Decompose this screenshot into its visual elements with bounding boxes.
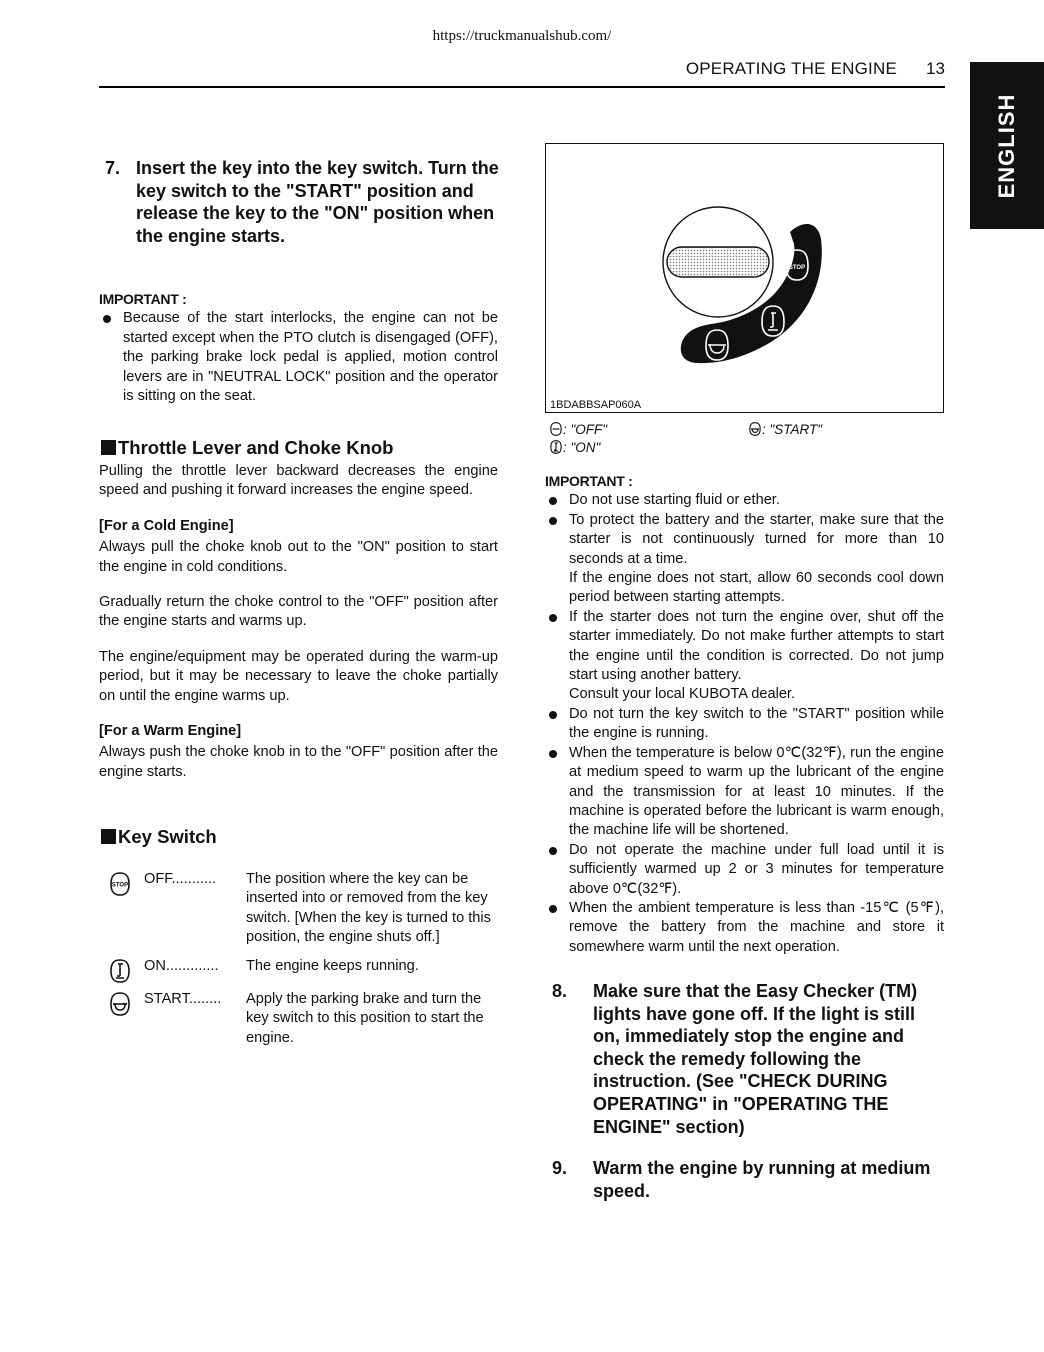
legend-start xyxy=(748,421,822,437)
legend-off-text: : "OFF" xyxy=(563,422,608,437)
important-right-item-5: When the temperature is below 0℃(32℉), run the engine at medium speed to warm up the lubricant of the engine and the transmission for at least 10 minutes. If the machine is operated before the lubricant is warm enough, the machine life will be shortened. xyxy=(545,744,944,841)
figure-stop-icon-label: STOP xyxy=(788,265,806,271)
legend-on-text: : "ON" xyxy=(563,440,601,455)
key-desc-on: The engine keeps running. xyxy=(246,958,419,974)
step-8 xyxy=(552,980,945,1138)
start-icon xyxy=(108,990,132,1018)
cold-engine-heading: [For a Cold Engine] xyxy=(99,517,234,534)
key-switch-heading-text: Key Switch xyxy=(118,826,217,847)
section-square-icon xyxy=(101,829,116,844)
step-8-text: Make sure that the Easy Checker (TM) lights have gone off. If the light is still on, immediately stop the engine and check the remedy following the instruction. (See "CHECK DURING OPERATING" in "OPERATING THE ENGINE" section) xyxy=(593,981,918,1137)
stop-icon-label: STOP xyxy=(111,882,129,889)
step-8-number: 8. xyxy=(552,981,568,1001)
important-label: IMPORTANT : xyxy=(99,291,187,307)
header-rule xyxy=(99,86,945,88)
step-7-number: 7. xyxy=(105,158,121,178)
throttle-heading-text: Throttle Lever and Choke Knob xyxy=(118,437,394,458)
key-switch-figure xyxy=(545,143,944,413)
important-right-item-7: When the ambient temperature is less than -15℃ (5℉), remove the battery from the machine and store it somewhere warm until the next operation. xyxy=(545,899,944,957)
important-right-label: IMPORTANT : xyxy=(545,473,633,489)
key-label-on: ON............. xyxy=(144,958,219,974)
legend-start-icon xyxy=(748,421,762,437)
cold-engine-p2: Gradually return the choke control to the "OFF" position after the engine starts and warms up. xyxy=(99,594,498,630)
legend-off xyxy=(549,421,607,437)
important-left-item: Because of the start interlocks, the engine can not be started except when the PTO clutch is disengaged (OFF), the parking brake lock pedal is applied, motion control levers are in "NEUTRAL LOCK" position and the operator is sitting on the seat. xyxy=(99,309,498,406)
key-switch-illustration xyxy=(546,144,943,394)
important-right-item-1: Do not use starting fluid or ether. xyxy=(545,491,944,510)
throttle-heading xyxy=(101,437,393,459)
throttle-intro: Pulling the throttle lever backward decreases the engine speed and pushing it forward increases the engine speed. xyxy=(99,463,498,499)
key-switch-table xyxy=(99,870,519,1070)
key-desc-start: Apply the parking brake and turn the key switch to this position to start the engine. xyxy=(246,991,484,1046)
step-9-text: Warm the engine by running at medium speed. xyxy=(593,1158,931,1201)
section-title: OPERATING THE ENGINE xyxy=(685,59,897,78)
key-label-start: START........ xyxy=(144,991,222,1007)
step-9 xyxy=(552,1157,945,1202)
stop-icon xyxy=(108,870,132,898)
legend-on xyxy=(549,439,600,455)
page-number: 13 xyxy=(926,59,945,78)
step-9-number: 9. xyxy=(552,1158,568,1178)
warm-engine-heading: [For a Warm Engine] xyxy=(99,723,242,740)
important-right-item-2: To protect the battery and the starter, make sure that the starter is not continuously turned for more than 10 seconds at a time. xyxy=(545,511,944,569)
legend-on-icon xyxy=(549,439,563,455)
warm-engine-p1: Always push the choke knob in to the "OFF" position after the engine starts. xyxy=(99,744,498,780)
important-right xyxy=(545,472,944,957)
figure-code: 1BDABBSAP060A xyxy=(550,399,642,411)
throttle-body xyxy=(99,462,498,782)
key-label-off: OFF........... xyxy=(144,871,217,887)
language-tab xyxy=(970,62,1044,229)
legend-stop-icon xyxy=(549,421,563,437)
step-7-text: Insert the key into the key switch. Turn the key switch to the "START" position and release the key to the "ON" position when the engine starts. xyxy=(136,158,499,246)
important-right-item-2-note: If the engine does not start, allow 60 seconds cool down period between starting attempts. xyxy=(569,570,944,606)
cold-engine-p1: Always pull the choke knob out to the "ON" position to start the engine in cold conditions. xyxy=(99,539,498,575)
legend-start-text: : "START" xyxy=(762,422,823,437)
key-switch-heading xyxy=(101,826,217,848)
important-right-item-3: If the starter does not turn the engine over, shut off the starter immediately. Do not make further attempts to start the engine until the condition is corrected. Do not jump start using another battery. xyxy=(545,608,944,686)
step-7 xyxy=(105,157,503,247)
source-url: https://truckmanualshub.com/ xyxy=(432,28,612,44)
section-square-icon xyxy=(101,440,116,455)
key-desc-off: The position where the key can be inserted into or removed from the key switch. [When the key is turned to this position, the engine shuts off.] xyxy=(246,871,491,946)
important-right-item-4: Do not turn the key switch to the "START" position while the engine is running. xyxy=(545,705,944,744)
language-tab-label: ENGLISH xyxy=(994,93,1019,198)
important-left xyxy=(99,290,498,406)
important-right-item-6: Do not operate the machine under full load until it is sufficiently warmed up 2 or 3 minutes for temperature above 0℃(32℉). xyxy=(545,841,944,899)
important-right-item-3-note: Consult your local KUBOTA dealer. xyxy=(569,686,796,703)
cold-engine-p3: The engine/equipment may be operated during the warm-up period, but it may be necessary to leave the choke partially on until the engine warms up. xyxy=(99,648,498,704)
on-icon xyxy=(108,957,132,985)
